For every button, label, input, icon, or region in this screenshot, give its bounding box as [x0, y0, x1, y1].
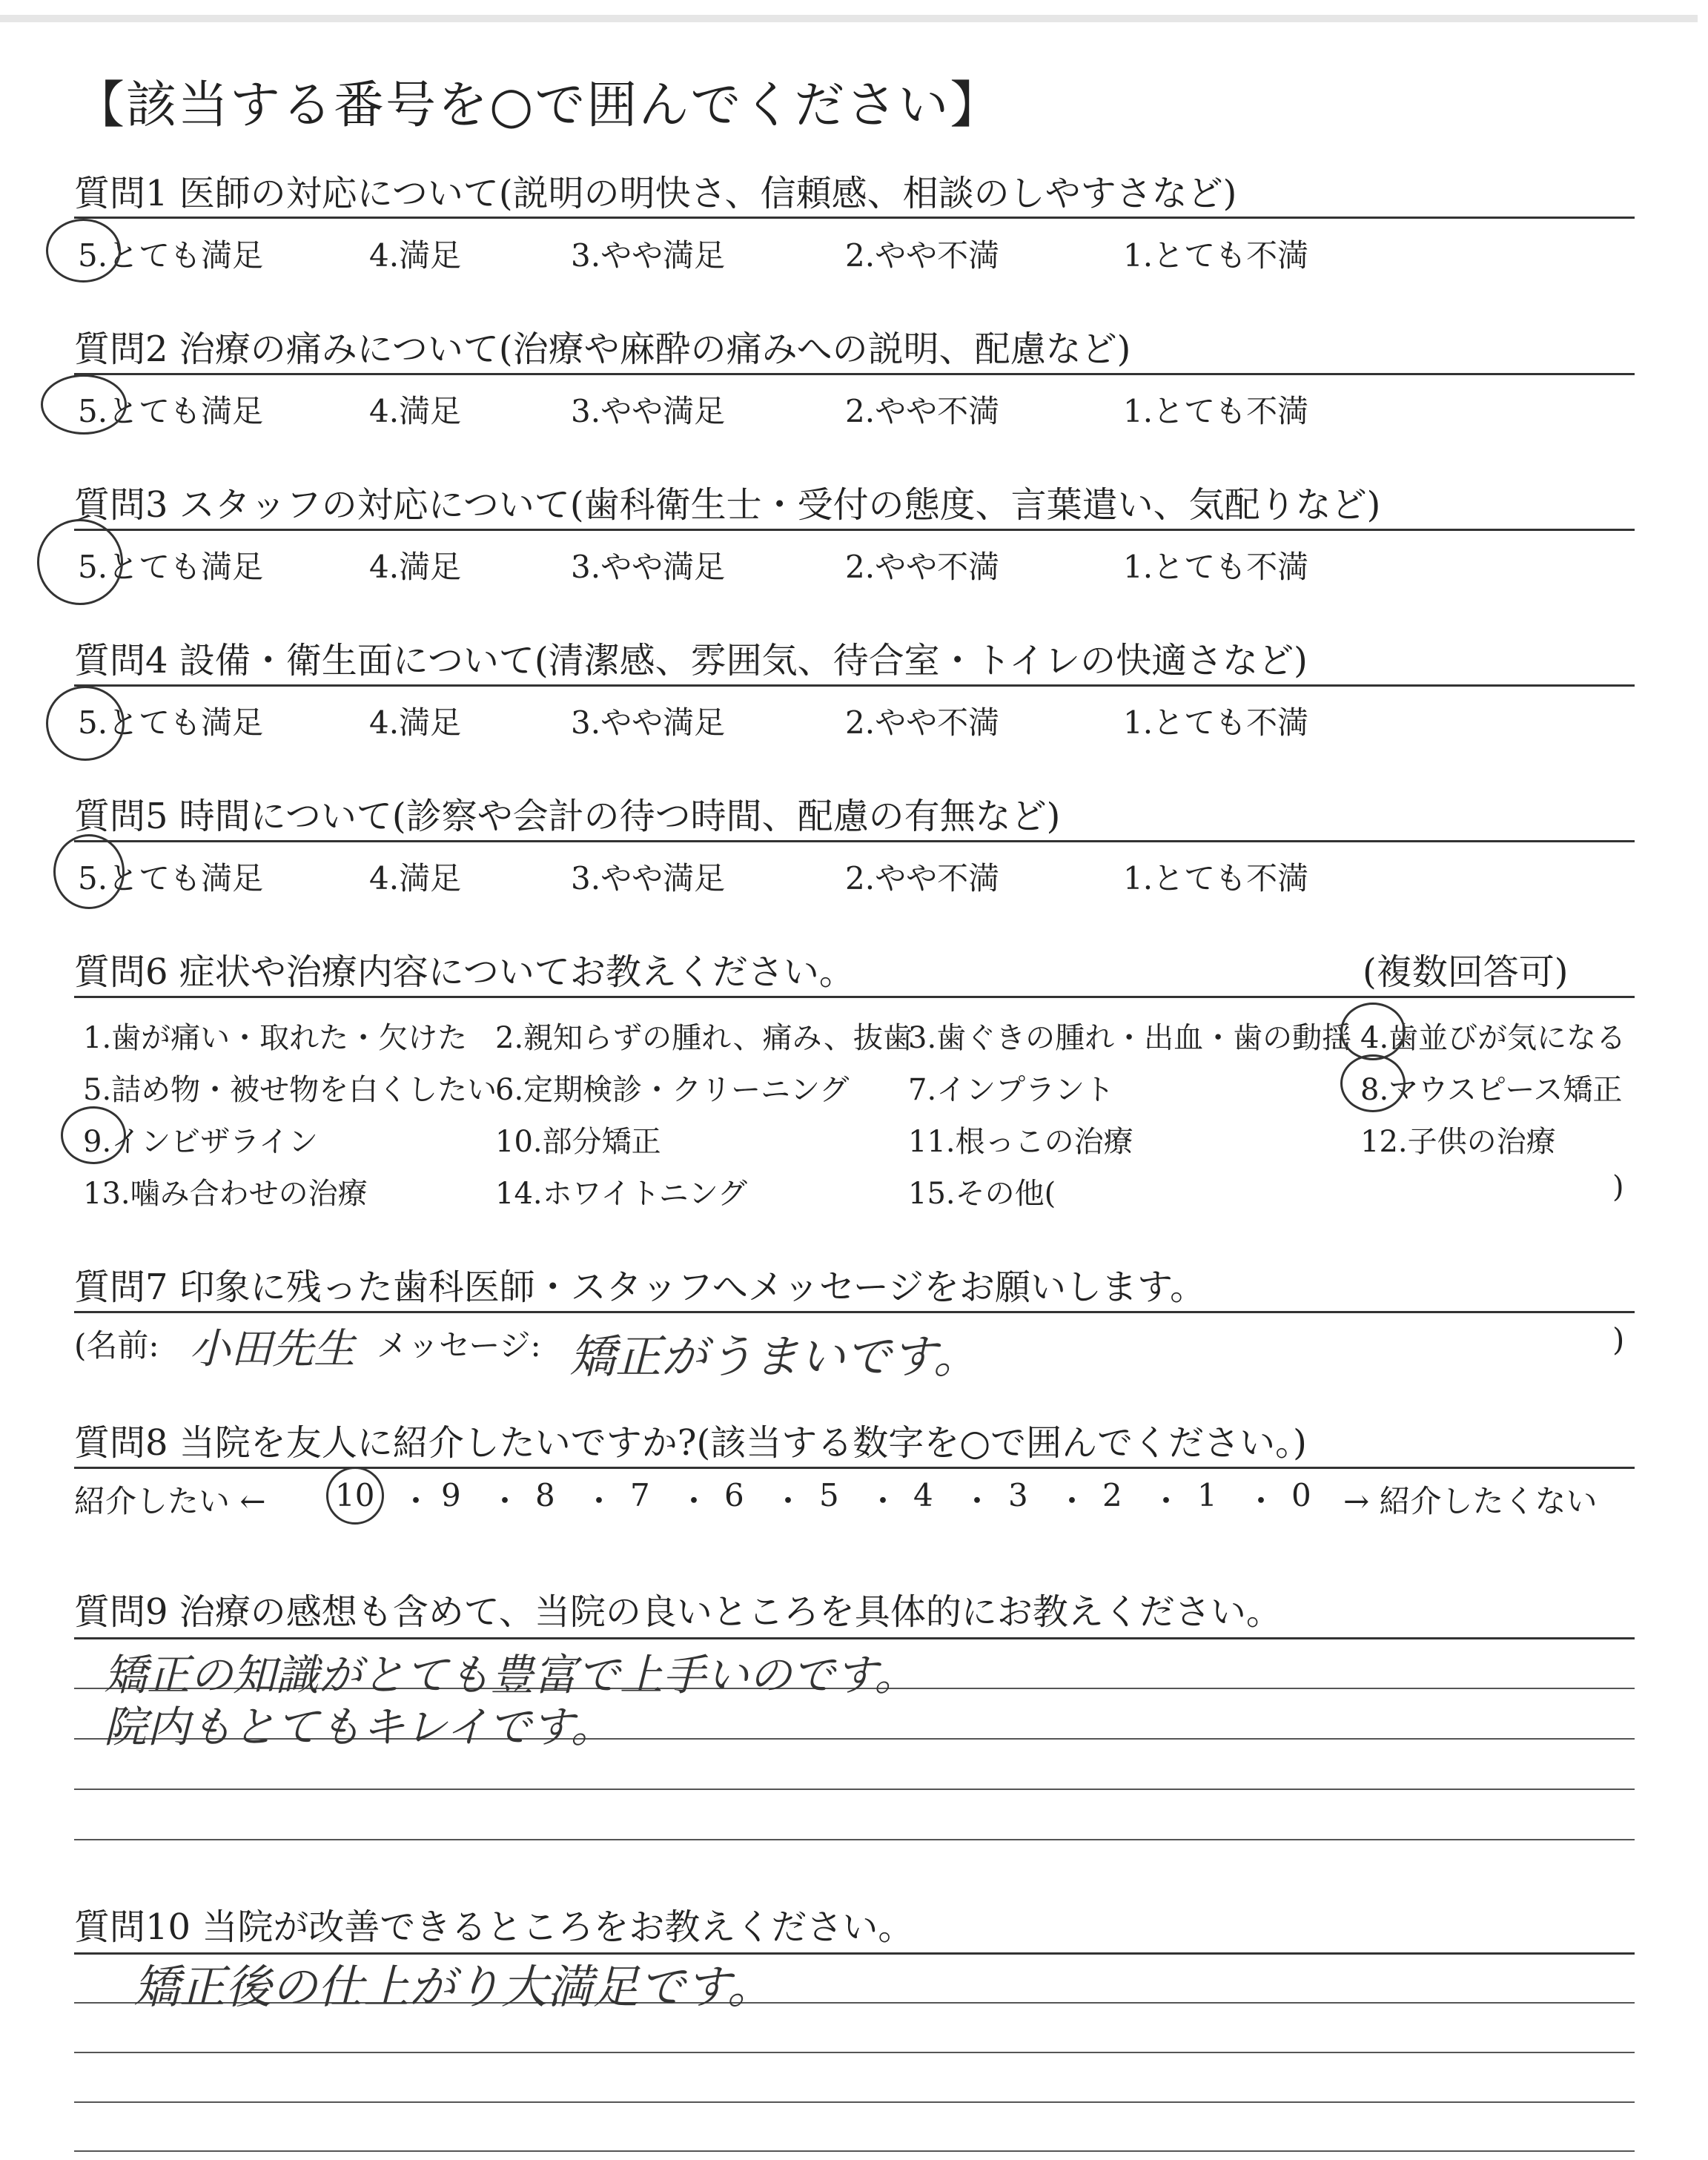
question-8-title: 質問8 当院を友人に紹介したいですか?(該当する数字を○で囲んでください。) — [74, 1422, 1307, 1464]
q5-option-4[interactable]: 4.満足 — [369, 860, 462, 896]
question-2-title: 質問2 治療の痛みについて(治療や麻酔の痛みへの説明、配慮など) — [74, 328, 1131, 370]
q5-selection-circle — [53, 834, 125, 909]
q3-option-3[interactable]: 3.やや満足 — [571, 549, 726, 585]
q4-option-4[interactable]: 4.満足 — [369, 704, 462, 741]
q3-option-4[interactable]: 4.満足 — [369, 549, 462, 585]
q10-answer-line-1: 矯正後の仕上がり大満足です。 — [133, 1960, 774, 2014]
q1-option-4[interactable]: 4.満足 — [369, 237, 462, 274]
q1-option-1[interactable]: 1.とても不満 — [1123, 237, 1309, 274]
q8-dot: ・ — [489, 1483, 521, 1519]
question-5-rule — [74, 840, 1635, 842]
answer-line — [74, 2052, 1635, 2053]
q6-selection-circle-4 — [1340, 1003, 1406, 1060]
q5-option-3[interactable]: 3.やや満足 — [571, 860, 726, 896]
q8-scale-1[interactable]: 1 — [1197, 1477, 1217, 1513]
question-2-rule — [74, 373, 1635, 375]
q8-left-label: 紹介したい ← — [74, 1483, 266, 1519]
q8-scale-8[interactable]: 8 — [535, 1477, 555, 1513]
q2-selection-circle — [41, 374, 127, 435]
question-3-title: 質問3 スタッフの対応について(歯科衛生士・受付の態度、言葉遣い、気配りなど) — [74, 484, 1381, 526]
q4-option-2[interactable]: 2.やや不満 — [845, 704, 1000, 741]
q2-option-1[interactable]: 1.とても不満 — [1123, 393, 1309, 429]
question-7-rule — [74, 1311, 1635, 1313]
scan-top-edge — [0, 15, 1698, 22]
question-9-rule — [74, 1637, 1635, 1639]
answer-line — [74, 1789, 1635, 1790]
q8-dot: ・ — [1151, 1483, 1182, 1519]
q6-option-5[interactable]: 5.詰め物・被せ物を白くしたい — [83, 1073, 497, 1107]
q8-dot: ・ — [961, 1483, 993, 1519]
question-1-rule — [74, 217, 1635, 219]
question-6-note: (複数回答可) — [1363, 951, 1569, 993]
q7-close-paren: ) — [1612, 1321, 1625, 1358]
q3-option-1[interactable]: 1.とても不満 — [1123, 549, 1309, 585]
q8-dot: ・ — [867, 1483, 899, 1519]
q6-option-7[interactable]: 7.インプラント — [908, 1073, 1115, 1107]
question-4-rule — [74, 684, 1635, 687]
q1-option-2[interactable]: 2.やや不満 — [845, 237, 1000, 274]
q2-option-3[interactable]: 3.やや満足 — [571, 393, 726, 429]
q8-scale-9[interactable]: 9 — [441, 1477, 461, 1513]
q5-option-2[interactable]: 2.やや不満 — [845, 860, 1000, 896]
q6-option-3[interactable]: 3.歯ぐきの腫れ・出血・歯の動揺 — [908, 1021, 1352, 1055]
q7-message-label: メッセージ: — [377, 1327, 541, 1364]
q6-option-11[interactable]: 11.根っこの治療 — [908, 1125, 1133, 1159]
q8-dot: ・ — [400, 1483, 432, 1519]
q6-option-10[interactable]: 10.部分矯正 — [495, 1125, 661, 1159]
q1-option-3[interactable]: 3.やや満足 — [571, 237, 726, 274]
q8-dot: ・ — [1056, 1483, 1088, 1519]
q8-dot: ・ — [583, 1483, 615, 1519]
q8-scale-6[interactable]: 6 — [724, 1477, 744, 1513]
q6-option-13[interactable]: 13.噛み合わせの治療 — [83, 1177, 368, 1211]
form-heading: 【該当する番号を○で囲んでください】 — [74, 76, 1002, 135]
q6-option-4[interactable]: 4.歯並びが気になる — [1360, 1021, 1626, 1055]
q6-option-12[interactable]: 12.子供の治療 — [1360, 1125, 1556, 1159]
question-6-rule — [74, 996, 1635, 998]
q6-option-9[interactable]: 9.インビザライン — [83, 1125, 318, 1159]
q8-scale-7[interactable]: 7 — [630, 1477, 650, 1513]
q2-option-5[interactable]: 5.とても満足 — [78, 393, 264, 429]
question-7-title: 質問7 印象に残った歯科医師・スタッフへメッセージをお願いします。 — [74, 1266, 1206, 1308]
q7-message-handwritten: 矯正がうまいです。 — [569, 1330, 980, 1384]
question-10-title: 質問10 当院が改善できるところをお教えください。 — [74, 1906, 914, 1948]
q7-name-label: (名前: — [74, 1327, 159, 1364]
q8-dot: ・ — [678, 1483, 710, 1519]
q4-option-1[interactable]: 1.とても不満 — [1123, 704, 1309, 741]
q8-scale-4[interactable]: 4 — [913, 1477, 933, 1513]
q4-option-5[interactable]: 5.とても満足 — [78, 704, 264, 741]
q2-option-4[interactable]: 4.満足 — [369, 393, 462, 429]
q8-scale-0[interactable]: 0 — [1291, 1477, 1311, 1513]
q6-selection-circle-9 — [61, 1106, 126, 1164]
q7-name-handwritten: 小田先生 — [189, 1325, 355, 1373]
q8-scale-10[interactable]: 10 — [335, 1477, 375, 1513]
question-1-title: 質問1 医師の対応について(説明の明快さ、信頼感、相談のしやすさなど) — [74, 173, 1237, 214]
answer-line — [74, 1839, 1635, 1840]
q9-answer-line-2: 院内もとてもキレイです。 — [104, 1702, 614, 1752]
question-9-title: 質問9 治療の感想も含めて、当院の良いところを具体的にお教えください。 — [74, 1591, 1282, 1633]
q8-dot: ・ — [1245, 1483, 1277, 1519]
q5-option-5[interactable]: 5.とても満足 — [78, 860, 264, 896]
q8-scale-5[interactable]: 5 — [819, 1477, 839, 1513]
question-8-rule — [74, 1467, 1635, 1469]
q4-selection-circle — [46, 686, 125, 761]
q3-option-2[interactable]: 2.やや不満 — [845, 549, 1000, 585]
q1-option-5[interactable]: 5.とても満足 — [78, 237, 264, 274]
q8-right-label: → 紹介したくない — [1343, 1483, 1598, 1519]
q2-option-2[interactable]: 2.やや不満 — [845, 393, 1000, 429]
q9-answer-line-1: 矯正の知識がとても豊富で上手いのです。 — [104, 1650, 918, 1700]
q6-option-14[interactable]: 14.ホワイトニング — [495, 1177, 748, 1211]
q5-option-1[interactable]: 1.とても不満 — [1123, 860, 1309, 896]
q6-option-2[interactable]: 2.親知らずの腫れ、痛み、抜歯 — [495, 1021, 913, 1055]
q1-selection-circle — [46, 219, 121, 283]
answer-line — [74, 2150, 1635, 2152]
answer-line — [74, 2101, 1635, 2103]
q6-option-1[interactable]: 1.歯が痛い・取れた・欠けた — [83, 1021, 468, 1055]
q8-scale-3[interactable]: 3 — [1008, 1477, 1028, 1513]
q8-selection-circle — [326, 1467, 384, 1525]
q4-option-3[interactable]: 3.やや満足 — [571, 704, 726, 741]
question-3-rule — [74, 529, 1635, 531]
q3-selection-circle — [37, 519, 123, 605]
q6-option-6[interactable]: 6.定期検診・クリーニング — [495, 1073, 850, 1107]
q8-scale-2[interactable]: 2 — [1102, 1477, 1122, 1513]
q6-other-close-paren: ) — [1612, 1170, 1624, 1204]
q8-dot: ・ — [772, 1483, 804, 1519]
q6-option-15[interactable]: 15.その他( — [908, 1177, 1056, 1211]
question-6-title: 質問6 症状や治療内容についてお教えください。 — [74, 951, 855, 993]
q3-option-5[interactable]: 5.とても満足 — [78, 549, 264, 585]
question-5-title: 質問5 時間について(診察や会計の待つ時間、配慮の有無など) — [74, 796, 1061, 837]
q6-selection-circle-8 — [1340, 1054, 1406, 1112]
q6-option-8[interactable]: 8.マウスピース矯正 — [1360, 1073, 1623, 1107]
question-4-title: 質問4 設備・衛生面について(清潔感、雰囲気、待合室・トイレの快適さなど) — [74, 640, 1308, 681]
